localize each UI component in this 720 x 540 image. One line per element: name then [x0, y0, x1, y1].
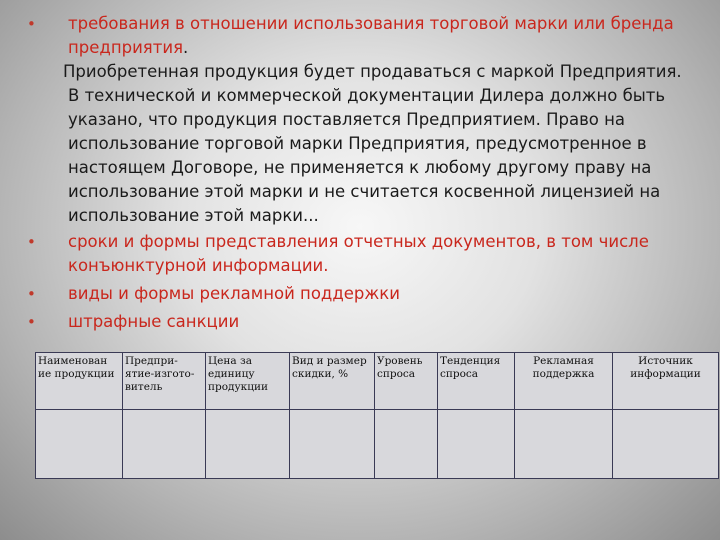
paragraph-line: В технической и коммерческой документации Дилера должно быть — [68, 86, 666, 105]
table-cell — [36, 410, 123, 479]
col-header-discount: Вид и размер скидки, % — [290, 353, 375, 410]
paragraph-line: указано, что продукция поставляется Предприятием. Право на — [68, 110, 626, 129]
col-header-info-source: Источник информации — [613, 353, 719, 410]
col-header-demand-trend: Тенденция спроса — [438, 353, 515, 410]
bullet-marker: • — [27, 233, 36, 251]
heading-period: . — [183, 38, 189, 57]
bullet-item-penalties — [27, 310, 700, 334]
table-header-row — [36, 353, 719, 410]
slide-content — [27, 12, 700, 334]
bullet-heading: требования в отношении использования торговой марки или бренда предприятия — [68, 14, 674, 57]
bullet-item-reporting — [27, 230, 700, 278]
bullet-heading: виды и формы рекламной поддержки — [68, 284, 400, 303]
table-cell — [438, 410, 515, 479]
bullet-item-advertising — [27, 282, 700, 306]
paragraph-line: Приобретенная продукция будет продаваться с маркой Предприятия. — [63, 62, 682, 81]
table-cell — [375, 410, 438, 479]
col-header-product-name: Наименован ие продукции — [36, 353, 123, 410]
table-cell — [206, 410, 290, 479]
table-row — [36, 410, 719, 479]
paragraph-line: использование этой марки и не считается косвенной лицензией на — [68, 182, 661, 201]
col-header-ad-support: Рекламная поддержка — [515, 353, 613, 410]
col-header-demand-level: Уровень спроса — [375, 353, 438, 410]
table-cell — [515, 410, 613, 479]
market-info-table — [35, 352, 718, 479]
table-cell — [613, 410, 719, 479]
bullet-heading: сроки и формы представления отчетных документов, в том числе конъюнктурной информации. — [68, 232, 649, 275]
col-header-manufacturer: Предпри- ятие-изгото- витель — [123, 353, 206, 410]
bullet-marker: • — [27, 285, 36, 303]
paragraph-line: использование торговой марки Предприятия, предусмотренное в — [68, 134, 647, 153]
bullet-item-trademark — [27, 12, 700, 228]
table-cell — [290, 410, 375, 479]
table-cell — [123, 410, 206, 479]
paragraph-line: настоящем Договоре, не применяется к любому другому праву на — [68, 158, 652, 177]
bullet-marker: • — [27, 313, 36, 331]
bullet-heading: штрафные санкции — [68, 312, 240, 331]
col-header-unit-price: Цена за единицу продукции — [206, 353, 290, 410]
paragraph-line: использование этой марки... — [68, 206, 319, 225]
bullet-marker: • — [27, 15, 36, 33]
